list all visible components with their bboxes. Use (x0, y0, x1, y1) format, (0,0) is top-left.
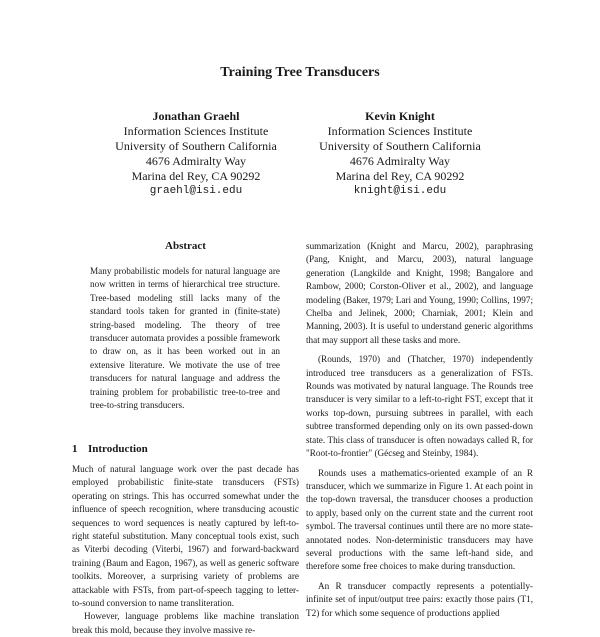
author-city: Marina del Rey, CA 90292 (335, 169, 465, 183)
left-column-body (72, 463, 299, 637)
body-paragraph: summarization (Knight and Marcu, 2002), paraphrasing (Pang, Knight, and Marcu, 2003), natural language generation (Langkilde and Knight, 1998; Bangalore and Rambow, 2000; Corston-Oliver et al., 2002), and language modeling (Baker, 1979; Lari and Young, 1990; Collins, 1997; Chelba and Jelinek, 2000; Charniak, 2001; Klein and Manning, 2003). It is useful to understand generic algorithms that may support all these tasks and more. (306, 241, 533, 345)
author-email: graehl@isi.edu (149, 185, 243, 197)
author-affiliation: Information Sciences Institute (327, 124, 473, 138)
abstract-text: Many probabilistic models for natural language are now written in terms of hierarchical tree structure. Tree-based modeling still lacks many of the standard tools taken for granted in (finite-state) string-based modeling. The theory of tree transducer automata provides a possible framework to draw on, as it has been worked out in an extensive literature. We motivate the use of tree transducers for natural language and address the training problem for probabilistic tree-to-tree and tree-to-string transducers. (90, 266, 280, 411)
paper-title: Training Tree Transducers (220, 65, 380, 80)
author-university: University of Southern California (319, 139, 481, 153)
body-paragraph: However, language problems like machine translation break this mold, because they involve massive re- (72, 611, 299, 635)
author-block-1 (86, 109, 306, 199)
author-affiliation: Information Sciences Institute (123, 124, 269, 138)
body-paragraph: (Rounds, 1970) and (Thatcher, 1970) independently introduced tree transducers as a generalization of FSTs. Rounds was motivated by natural language. The Rounds tree transducer is very similar to a left-to-right FST, except that it works top-down, pursuing subtrees in parallel, with each subtree transformed depending only on its own passed-down state. This class of transducer is often nowadays called R, for "Root-to-frontier" (Gécseg and Steinby, 1984). (306, 354, 533, 459)
author-block-2 (290, 109, 510, 199)
right-column-body (306, 240, 533, 620)
author-email: knight@isi.edu (353, 185, 447, 197)
author-street: 4676 Admiralty Way (145, 154, 247, 168)
section-number: 1 (72, 443, 78, 455)
author-name: Kevin Knight (365, 109, 435, 123)
author-street: 4676 Admiralty Way (349, 154, 451, 168)
author-city: Marina del Rey, CA 90292 (131, 169, 261, 183)
section-heading (72, 443, 148, 455)
abstract-heading: Abstract (165, 240, 206, 252)
author-name: Jonathan Graehl (152, 109, 240, 123)
section-title: Introduction (88, 443, 148, 455)
body-paragraph: An R transducer compactly represents a potentially-infinite set of input/output tree pairs: exactly those pairs (T1, T2) for which some sequence of productions applied (306, 580, 533, 618)
body-paragraph: Rounds uses a mathematics-oriented example of an R transducer, which we summarize in Figure 1. At each point in the top-down traversal, the transducer chooses a production to apply, based only on the current state and the current root symbol. The traversal continues until there are no more state-annotated nodes. Non-deterministic transducers may have several productions with the same left-hand side, and therefore some free choices to make during transduction. (306, 467, 533, 572)
body-paragraph: Much of natural language work over the past decade has employed probabilistic finite-state transducers (FSTs) operating on strings. This has occurred somewhat under the influence of speech recognition, where transducing acoustic sequences to word sequences is neatly captured by left-to-right stateful substitution. Many conceptual tools exist, such as Viterbi decoding (Viterbi, 1967) and forward-backward training (Baum and Eagon, 1967), as well as generic software toolkits. Moreover, a surprising variety of problems are attackable with FSTs, from part-of-speech tagging to letter-to-sound conversion to name transliteration. (72, 464, 299, 609)
author-university: University of Southern California (115, 139, 277, 153)
